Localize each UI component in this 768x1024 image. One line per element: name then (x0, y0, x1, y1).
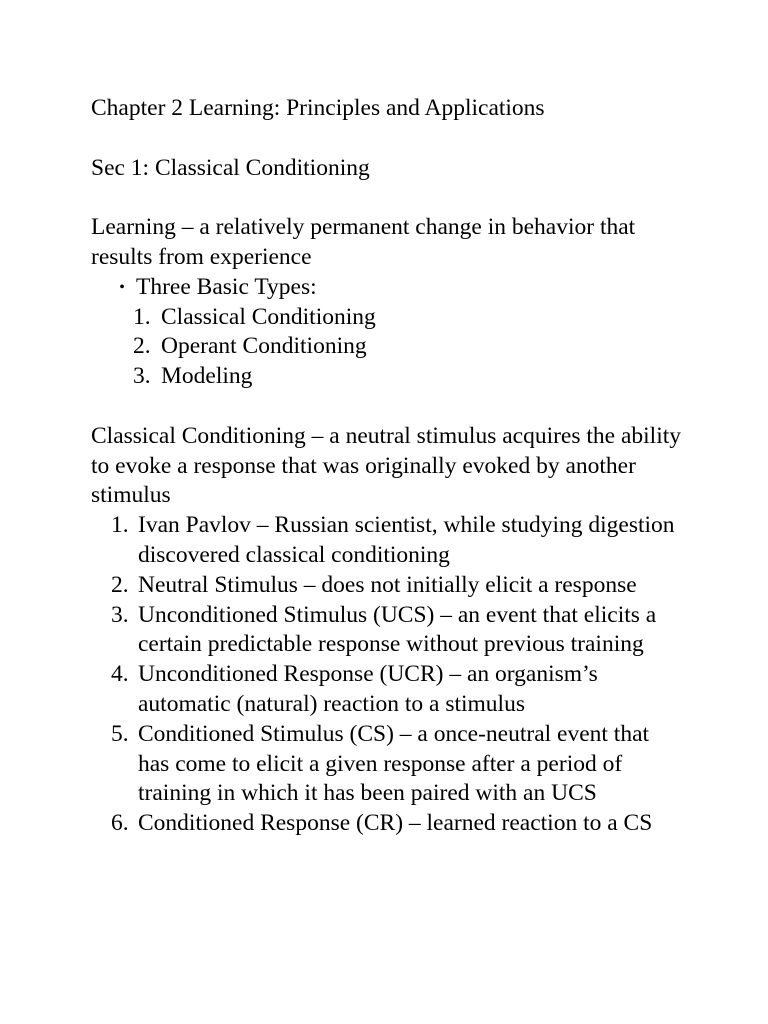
bullet-text: Three Basic Types: (136, 273, 317, 300)
list-text: Operant Conditioning (161, 333, 367, 360)
list-number: 2. (111, 571, 129, 598)
list-number: 6. (111, 810, 129, 837)
list-item (91, 660, 678, 720)
list-item (91, 303, 691, 333)
list-text: Unconditioned Stimulus (UCS) – an event that elicits a certain predictable response without previous training (138, 601, 657, 658)
list-number: 4. (111, 661, 129, 688)
spacer (91, 392, 691, 422)
section-heading: Sec 1: Classical Conditioning (91, 154, 370, 181)
list-item (91, 720, 678, 809)
list-item (91, 571, 678, 601)
learning-definition: Learning – a relatively permanent change in behavior that results from experience (91, 214, 636, 270)
list-item (91, 601, 678, 661)
list-text: Modeling (161, 363, 253, 390)
list-number: 5. (111, 720, 129, 747)
list-number: 1. (133, 303, 151, 330)
spacer (91, 124, 691, 154)
list-number: 1. (111, 512, 129, 539)
list-number: 2. (133, 333, 151, 360)
list-text: Conditioned Response (CR) – learned reaction to a CS (138, 810, 653, 837)
spacer (91, 183, 691, 213)
list-item (91, 332, 691, 362)
list-text: Unconditioned Response (UCR) – an organism’s automatic (natural) reaction to a stimulus (138, 661, 598, 717)
document-page (91, 94, 691, 839)
list-item (91, 362, 691, 392)
list-text: Classical Conditioning (161, 303, 376, 330)
list-item (91, 511, 678, 571)
list-number: 3. (133, 363, 151, 390)
classical-conditioning-definition: Classical Conditioning – a neutral stimulus acquires the ability to evoke a response that was originally evoked by another stimulus (91, 422, 682, 509)
bullet-icon: • (119, 278, 125, 296)
chapter-title: Chapter 2 Learning: Principles and Applications (91, 95, 545, 121)
terms-list (91, 511, 691, 839)
list-text: Conditioned Stimulus (CS) – a once-neutral event that has come to elicit a given response after a period of training in which it has been paired with an UCS (138, 720, 650, 807)
list-item (91, 809, 678, 839)
bullet-item (91, 273, 691, 303)
list-text: Neutral Stimulus – does not initially elicit a response (138, 571, 637, 598)
list-number: 3. (111, 601, 129, 628)
list-text: Ivan Pavlov – Russian scientist, while studying digestion discovered classical conditioning (138, 512, 675, 568)
types-list (91, 303, 691, 392)
